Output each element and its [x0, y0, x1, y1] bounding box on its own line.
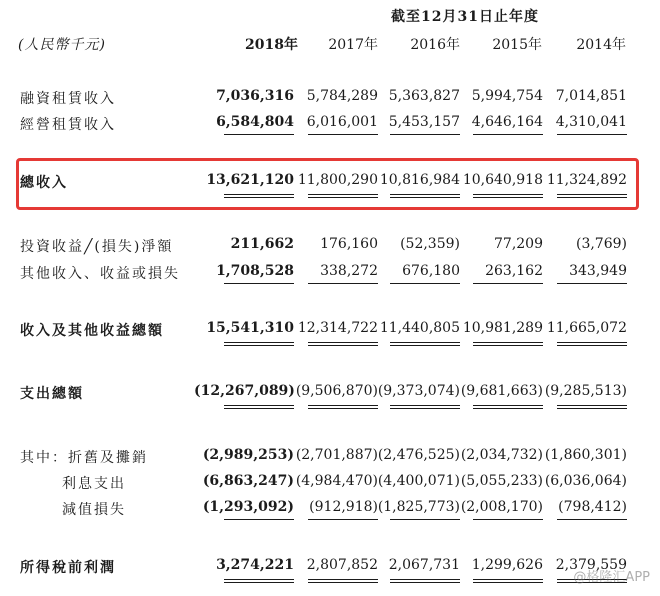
cell-investment-gain-2017: 176,160: [320, 236, 378, 252]
double-underline: [390, 342, 460, 346]
cell-investment-gain-2016: (52,359): [400, 236, 460, 252]
cell-total-revenue-2014: 11,324,892: [546, 172, 627, 188]
cell-investment-gain-2018: 211,662: [230, 236, 294, 252]
cell-finance-lease-2015: 5,994,754: [471, 88, 543, 104]
row-label-total-expenses: 支出總額: [20, 386, 84, 402]
underline: [308, 283, 378, 284]
double-underline: [390, 405, 460, 409]
underline: [473, 134, 543, 135]
cell-finance-lease-2014: 7,014,851: [555, 88, 627, 104]
period-header: 截至12月31日止年度: [391, 9, 539, 25]
cell-operating-lease-2014: 4,310,041: [555, 114, 627, 130]
double-underline: [390, 194, 460, 198]
double-underline: [224, 579, 294, 583]
row-label-other-income: 其他收入、收益或損失: [20, 266, 180, 282]
double-underline: [224, 405, 294, 409]
row-label-interest-expense: 利息支出: [62, 476, 126, 492]
year-2017: 2017年: [328, 37, 378, 53]
double-underline: [390, 579, 460, 583]
cell-interest-expense-2018: (6,863,247): [202, 473, 294, 489]
double-underline: [473, 342, 543, 346]
row-label-total-revenue: 總收入: [20, 175, 68, 191]
cell-interest-expense-2016: (4,400,071): [377, 473, 460, 489]
underline: [390, 283, 460, 284]
cell-investment-gain-2015: 77,209: [494, 236, 543, 252]
row-label-operating-lease: 經營租賃收入: [20, 117, 116, 133]
cell-impairment-loss-2014: (798,412): [558, 499, 627, 515]
row-label-total-income-gains: 收入及其他收益總額: [20, 323, 164, 339]
cell-operating-lease-2016: 5,453,157: [388, 114, 460, 130]
cell-finance-lease-2017: 5,784,289: [306, 88, 378, 104]
cell-other-income-2014: 343,949: [569, 263, 627, 279]
underline: [557, 134, 627, 135]
cell-impairment-loss-2017: (912,918): [309, 499, 378, 515]
double-underline: [308, 342, 378, 346]
cell-profit-before-tax-2015: 1,299,626: [471, 557, 543, 573]
underline: [308, 134, 378, 135]
cell-other-income-2017: 338,272: [320, 263, 378, 279]
cell-depreciation-2015: (2,034,732): [460, 447, 543, 463]
row-label-investment-gain: 投資收益╱(損失)淨額: [20, 239, 174, 255]
cell-investment-gain-2014: (3,769): [575, 236, 627, 252]
cell-depreciation-2017: (2,701,887): [295, 447, 378, 463]
underline: [390, 134, 460, 135]
cell-impairment-loss-2015: (2,008,170): [460, 499, 543, 515]
underline: [308, 519, 378, 520]
cell-profit-before-tax-2016: 2,067,731: [388, 557, 460, 573]
cell-total-revenue-2015: 10,640,918: [462, 172, 543, 188]
underline: [224, 519, 294, 520]
cell-total-revenue-2017: 11,800,290: [297, 172, 378, 188]
cell-impairment-loss-2016: (1,825,773): [377, 499, 460, 515]
cell-finance-lease-2018: 7,036,316: [216, 88, 294, 104]
cell-total-income-gains-2014: 11,665,072: [546, 320, 627, 336]
double-underline: [473, 194, 543, 198]
row-label-impairment-loss: 減值損失: [62, 502, 126, 518]
row-label-profit-before-tax: 所得稅前利潤: [20, 560, 116, 576]
underline: [390, 519, 460, 520]
cell-finance-lease-2016: 5,363,827: [388, 88, 460, 104]
underline: [224, 134, 294, 135]
cell-interest-expense-2014: (6,036,064): [544, 473, 627, 489]
double-underline: [308, 194, 378, 198]
underline: [473, 283, 543, 284]
year-2018: 2018年: [245, 37, 298, 53]
row-label-depreciation: 其中：折舊及攤銷: [20, 450, 148, 466]
cell-total-income-gains-2017: 12,314,722: [297, 320, 378, 336]
cell-profit-before-tax-2017: 2,807,852: [306, 557, 378, 573]
cell-interest-expense-2015: (5,055,233): [460, 473, 543, 489]
cell-other-income-2018: 1,708,528: [216, 263, 294, 279]
cell-operating-lease-2018: 6,584,804: [216, 114, 294, 130]
underline: [473, 519, 543, 520]
underline: [557, 519, 627, 520]
unit-label: (人民幣千元): [18, 37, 106, 53]
cell-depreciation-2018: (2,989,253): [202, 447, 294, 463]
cell-total-expenses-2016: (9,373,074): [377, 383, 460, 399]
underline: [557, 283, 627, 284]
cell-total-income-gains-2018: 15,541,310: [206, 320, 294, 336]
double-underline: [224, 194, 294, 198]
cell-other-income-2015: 263,162: [485, 263, 543, 279]
cell-depreciation-2014: (1,860,301): [544, 447, 627, 463]
row-label-finance-lease: 融資租賃收入: [20, 91, 116, 107]
cell-total-expenses-2017: (9,506,870): [295, 383, 378, 399]
double-underline: [473, 405, 543, 409]
double-underline: [473, 579, 543, 583]
year-2015: 2015年: [492, 37, 542, 53]
cell-profit-before-tax-2014: 2,379,559: [555, 557, 627, 573]
double-underline: [308, 579, 378, 583]
cell-total-expenses-2018: (12,267,089): [194, 383, 295, 399]
cell-total-revenue-2016: 10,816,984: [379, 172, 460, 188]
double-underline: [224, 342, 294, 346]
cell-total-expenses-2014: (9,285,513): [544, 383, 627, 399]
cell-other-income-2016: 676,180: [402, 263, 460, 279]
double-underline: [308, 405, 378, 409]
cell-total-income-gains-2016: 11,440,805: [379, 320, 460, 336]
double-underline: [557, 405, 627, 409]
cell-operating-lease-2015: 4,646,164: [471, 114, 543, 130]
cell-depreciation-2016: (2,476,525): [377, 447, 460, 463]
year-2014: 2014年: [576, 37, 626, 53]
year-2016: 2016年: [410, 37, 460, 53]
cell-total-expenses-2015: (9,681,663): [460, 383, 543, 399]
underline: [224, 283, 294, 284]
cell-impairment-loss-2018: (1,293,092): [202, 499, 294, 515]
cell-total-revenue-2018: 13,621,120: [206, 172, 294, 188]
cell-profit-before-tax-2018: 3,274,221: [216, 557, 294, 573]
cell-interest-expense-2017: (4,984,470): [295, 473, 378, 489]
double-underline: [557, 342, 627, 346]
watermark: @格隆汇APP: [573, 570, 650, 585]
cell-total-income-gains-2015: 10,981,289: [462, 320, 543, 336]
double-underline: [557, 194, 627, 198]
cell-operating-lease-2017: 6,016,001: [306, 114, 378, 130]
